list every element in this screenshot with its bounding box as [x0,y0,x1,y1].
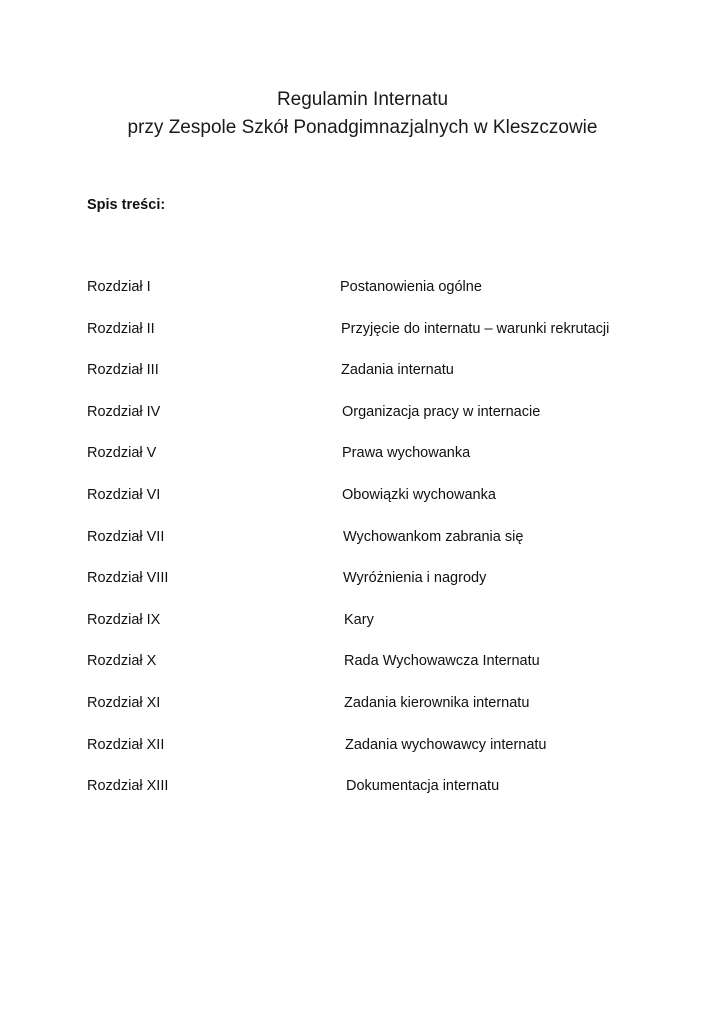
toc-row [0,484,725,526]
toc-chapter-label: Rozdział VIII [87,570,169,587]
toc-chapter-label: Rozdział VII [87,528,165,545]
toc-row [0,734,725,776]
toc-chapter-label: Rozdział VI [87,486,161,503]
toc-heading: Spis treści: [87,197,166,213]
toc-topic-label: Wyróżnienia i nagrody [343,570,487,587]
toc-row [0,650,725,692]
toc-chapter-label: Rozdział XII [87,736,165,753]
toc-topic-label: Przyjęcie do internatu – warunki rekrutacji [341,320,610,337]
toc-chapter-label: Rozdział XI [87,694,161,711]
toc-row [0,401,725,443]
toc-topic-label: Zadania wychowawcy internatu [345,736,547,753]
table-of-contents [0,276,725,817]
toc-row [0,775,725,817]
toc-chapter-label: Rozdział IV [87,403,161,420]
toc-topic-label: Dokumentacja internatu [346,778,500,795]
toc-row [0,692,725,734]
toc-topic-label: Postanowienia ogólne [340,279,482,295]
toc-chapter-label: Rozdział I [87,279,151,295]
toc-chapter-label: Rozdział X [87,653,157,670]
toc-row [0,442,725,484]
document-title: Regulamin Internatu [276,89,449,110]
toc-topic-label: Prawa wychowanka [342,445,471,462]
toc-chapter-label: Rozdział IX [87,611,161,628]
toc-topic-label: Obowiązki wychowanka [342,486,496,503]
toc-topic-label: Rada Wychowawcza Internatu [344,653,540,670]
toc-chapter-label: Rozdział II [87,320,155,337]
toc-topic-label: Zadania internatu [341,362,454,379]
toc-topic-label: Kary [344,611,374,628]
toc-chapter-label: Rozdział III [87,362,159,379]
toc-row [0,318,725,360]
toc-chapter-label: Rozdział XIII [87,778,169,795]
toc-topic-label: Zadania kierownika internatu [344,694,530,711]
toc-row [0,276,725,318]
toc-row [0,567,725,609]
toc-topic-label: Organizacja pracy w internacie [342,403,541,420]
toc-row [0,526,725,568]
toc-topic-label: Wychowankom zabrania się [343,528,524,545]
toc-row [0,359,725,401]
toc-row [0,609,725,651]
toc-chapter-label: Rozdział V [87,445,157,462]
document-subtitle: przy Zespole Szkół Ponadgimnazjalnych w Kleszczowie [127,117,598,138]
